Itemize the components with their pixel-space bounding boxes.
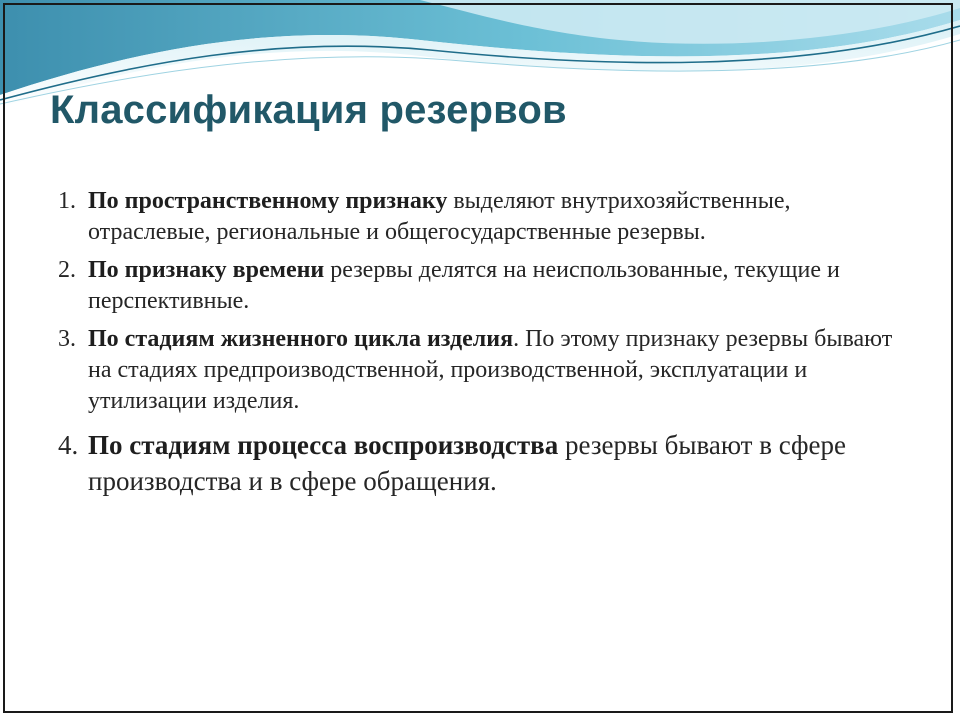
item-text: . По этому признаку резервы бывают на стадиях предпроизводственной, производственной, эксплуатации и утилизации изделия. — [88, 326, 893, 414]
list-item — [58, 427, 918, 499]
item-text: резервы делятся на неиспользованные, текущие и перспективные. — [88, 257, 840, 314]
classification-list — [58, 186, 918, 506]
item-heading: По пространственному признаку — [88, 188, 448, 214]
list-item — [58, 255, 918, 317]
list-item — [58, 186, 918, 248]
list-item — [58, 324, 918, 417]
item-number: 3. — [58, 326, 76, 352]
item-number: 2. — [58, 257, 76, 283]
item-heading: По признаку времени — [88, 257, 325, 283]
item-number: 1. — [58, 188, 76, 214]
item-number: 4. — [58, 430, 79, 460]
slide-title: Классификация резервов — [50, 88, 567, 132]
item-heading: По стадиям жизненного цикла изделия — [88, 326, 514, 352]
item-text: выделяют внутрихозяйственные, отраслевые, региональные и общегосударственные резервы. — [88, 188, 791, 245]
item-heading: По стадиям процесса воспроизводства — [88, 430, 559, 460]
item-text: резервы бывают в сфере производства и в сфере обращения. — [88, 430, 846, 496]
